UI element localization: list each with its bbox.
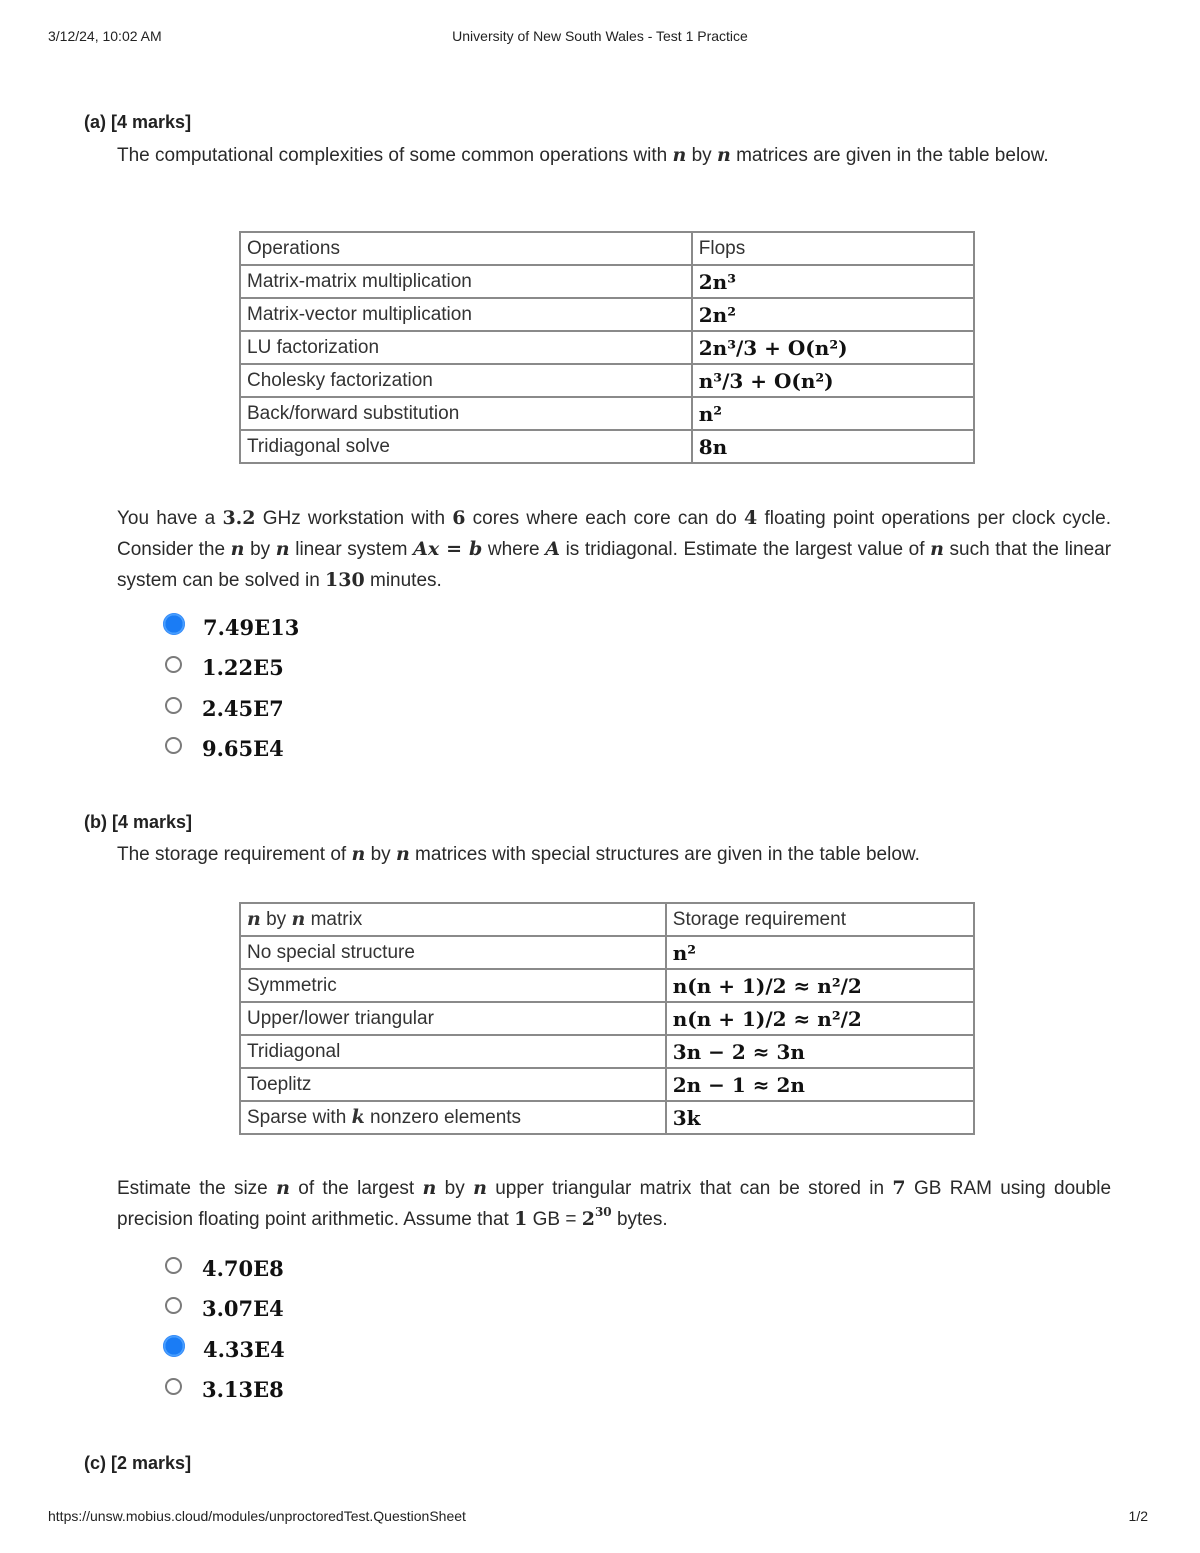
flops-cell: 8n (692, 430, 974, 463)
matrix-type-cell: Tridiagonal (240, 1035, 666, 1068)
table-header-cell: Storage requirement (666, 903, 974, 936)
table-row (240, 969, 974, 1002)
table-row (240, 1002, 974, 1035)
math-value: 130 (325, 569, 365, 591)
math-value: 4 (744, 507, 758, 529)
answer-option[interactable] (163, 607, 299, 648)
answer-option[interactable] (163, 1329, 285, 1370)
part-b-intro: The storage requirement of n by n matrices with special structures are given in the table below. (117, 843, 920, 865)
flops-cell: n³/3 + O(n²) (692, 364, 974, 397)
table-row (240, 364, 974, 397)
flops-cell: 2n² (692, 298, 974, 331)
math-n: n (247, 908, 261, 930)
flops-table (239, 231, 975, 464)
storage-cell: 3k (666, 1101, 974, 1134)
answer-label: 7.49E13 (203, 614, 300, 640)
operation-cell: Cholesky factorization (240, 364, 692, 397)
intro-text: matrices are given in the table below. (736, 145, 1049, 166)
math-k: k (351, 1106, 365, 1128)
math-value: 6 (452, 507, 466, 529)
matrix-type-cell: Sparse with k nonzero elements (240, 1101, 666, 1134)
math-n: n (473, 1177, 487, 1199)
answer-option[interactable] (163, 729, 299, 770)
radio-unselected-icon[interactable] (165, 1378, 182, 1395)
part-b-label: (b) (84, 812, 107, 832)
answer-label: 3.13E8 (202, 1377, 284, 1403)
operation-cell: Matrix-matrix multiplication (240, 265, 692, 298)
math-n: n (276, 1177, 290, 1199)
page-number: 1/2 (1128, 1508, 1148, 1524)
table-row (240, 265, 974, 298)
table-header-cell: Flops (692, 232, 974, 265)
storage-cell: 3n − 2 ≈ 3n (666, 1035, 974, 1068)
part-a-options (163, 607, 299, 769)
answer-option[interactable] (163, 1248, 285, 1289)
intro-text: by (691, 145, 712, 166)
storage-cell: 2n − 1 ≈ 2n (666, 1068, 974, 1101)
math-value: 7 (892, 1177, 906, 1199)
math-n: n (395, 843, 410, 865)
part-a-marks: [4 marks] (111, 112, 192, 132)
radio-unselected-icon[interactable] (165, 737, 182, 754)
math-value: 1 (514, 1208, 528, 1230)
flops-cell: n² (692, 397, 974, 430)
math-n: n (716, 144, 731, 166)
math-n: n (930, 538, 944, 560)
part-b-options (163, 1248, 285, 1410)
table-row (240, 298, 974, 331)
answer-option[interactable] (163, 688, 299, 729)
answer-option[interactable] (163, 1289, 285, 1330)
answer-label: 4.70E8 (202, 1255, 284, 1281)
part-c-heading (84, 1453, 191, 1474)
matrix-type-cell: No special structure (240, 936, 666, 969)
radio-unselected-icon[interactable] (165, 697, 182, 714)
flops-cell: 2n³ (692, 265, 974, 298)
radio-selected-icon[interactable] (163, 1335, 185, 1357)
page-url: https://unsw.mobius.cloud/modules/unproctoredTest.QuestionSheet (48, 1508, 466, 1524)
part-c-marks: [2 marks] (111, 1453, 192, 1473)
table-row (240, 430, 974, 463)
table-row (240, 331, 974, 364)
answer-label: 4.33E4 (203, 1336, 285, 1362)
table-header-cell: Operations (240, 232, 692, 265)
part-a-question: You have a 3.2 GHz workstation with 6 cores where each core can do 4 floating point operations per clock cycle. Consider the n by n linear system Ax = b where A is tridiagonal. Estimate the largest value of n such that the linear system can be solved in 130 minutes. (117, 507, 1112, 591)
flops-cell: 2n³/3 + O(n²) (692, 331, 974, 364)
math-matrix-a: A (545, 538, 560, 560)
math-n: n (291, 908, 306, 930)
part-b-marks: [4 marks] (112, 812, 193, 832)
matrix-type-cell: Upper/lower triangular (240, 1002, 666, 1035)
operation-cell: Tridiagonal solve (240, 430, 692, 463)
math-n: n (672, 144, 687, 166)
answer-option[interactable] (163, 648, 299, 689)
table-header-row (240, 903, 974, 936)
radio-unselected-icon[interactable] (165, 656, 182, 673)
radio-selected-icon[interactable] (163, 613, 185, 635)
storage-table (239, 902, 975, 1135)
table-header-cell: n by n matrix (240, 903, 666, 936)
part-a-label: (a) (84, 112, 106, 132)
part-b-question: Estimate the size n of the largest n by n upper triangular matrix that can be stored in 7 GB RAM using double precision floating point arithmetic. Assume that 1 GB = $2^{30}$ bytes. (117, 1177, 1112, 1230)
radio-unselected-icon[interactable] (165, 1297, 182, 1314)
page-title: University of New South Wales - Test 1 Practice (452, 28, 748, 44)
radio-unselected-icon[interactable] (165, 1257, 182, 1274)
matrix-type-cell: Toeplitz (240, 1068, 666, 1101)
storage-cell: n(n + 1)/2 ≈ n²/2 (666, 969, 974, 1002)
part-c-label: (c) (84, 1453, 106, 1473)
storage-cell: n(n + 1)/2 ≈ n²/2 (666, 1002, 974, 1035)
answer-label: 1.22E5 (202, 655, 284, 681)
matrix-type-cell: Symmetric (240, 969, 666, 1002)
part-b-heading (84, 812, 192, 833)
table-row (240, 397, 974, 430)
part-a-heading (84, 112, 191, 133)
table-row (240, 936, 974, 969)
answer-option[interactable] (163, 1370, 285, 1411)
answer-label: 2.45E7 (202, 695, 284, 721)
operation-cell: LU factorization (240, 331, 692, 364)
math-value: 3.2 (222, 507, 256, 529)
table-header-row (240, 232, 974, 265)
math-n: n (422, 1177, 437, 1199)
table-row (240, 1101, 974, 1134)
answer-label: 9.65E4 (202, 736, 284, 762)
math-equation: Ax = b (413, 538, 483, 560)
part-a-intro (117, 140, 1111, 171)
operation-cell: Matrix-vector multiplication (240, 298, 692, 331)
operation-cell: Back/forward substitution (240, 397, 692, 430)
math-n: n (351, 843, 366, 865)
table-row (240, 1035, 974, 1068)
math-power: $2^{30}$ (581, 1204, 612, 1230)
print-datetime: 3/12/24, 10:02 AM (48, 28, 162, 44)
math-n: n (230, 538, 245, 560)
table-row (240, 1068, 974, 1101)
intro-text: The computational complexities of some common operations with (117, 145, 668, 166)
answer-label: 3.07E4 (202, 1296, 284, 1322)
math-n: n (275, 538, 290, 560)
storage-cell: n² (666, 936, 974, 969)
